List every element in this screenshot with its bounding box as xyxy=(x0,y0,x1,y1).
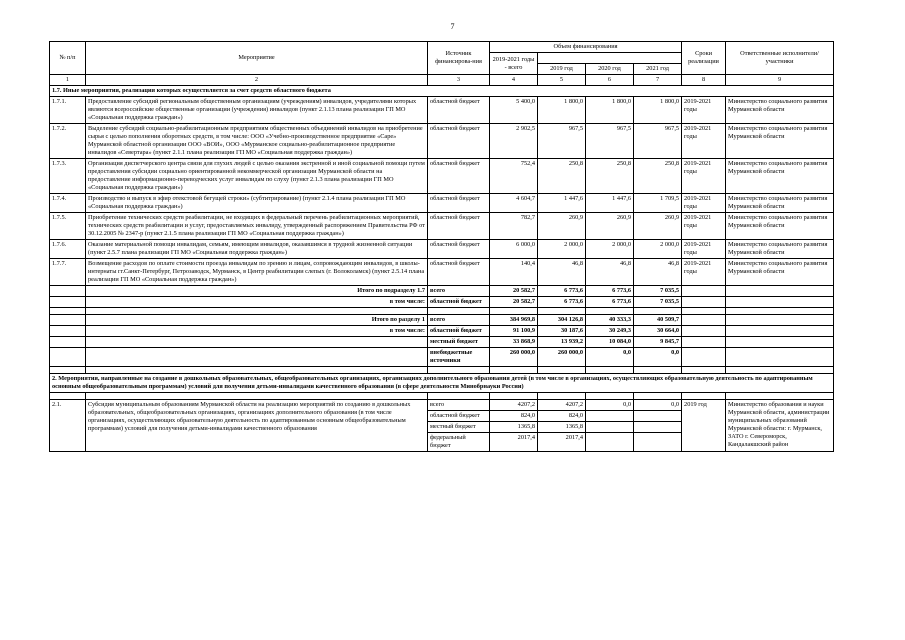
row-resp: Министерство социального развития Мурманской области xyxy=(726,213,834,240)
row-2020: 1 447,6 xyxy=(586,194,634,213)
subtotal-2021: 7 035,5 xyxy=(634,297,682,308)
row-resp: Министерство социального развития Мурманской области xyxy=(726,194,834,213)
total-2020: 30 249,3 xyxy=(586,326,634,337)
row-text: Приобретение технических средств реабилитации, не входящих в федеральный перечень реабилитационных мероприятий, технических средств реабилитации и услуг, предоставляемых инвалиду, утвержденный распоряжением Правительства РФ от 30.12.2005 № 2347-р (пункт 2.1.5 плана реализации ГП МО «Социальная поддержка граждан») xyxy=(86,213,428,240)
row-total: 4 604,7 xyxy=(490,194,538,213)
row-terms: 2019-2021 годы xyxy=(682,159,726,194)
header-2019: 2019 год xyxy=(538,64,586,75)
total-2019: 30 187,6 xyxy=(538,326,586,337)
table-row xyxy=(50,240,834,259)
total-src: областной бюджет xyxy=(428,326,490,337)
subtotal-src: областной бюджет xyxy=(428,297,490,308)
total-2020: 0,0 xyxy=(586,348,634,367)
row-2019: 1 447,6 xyxy=(538,194,586,213)
row-num: 1.7.2. xyxy=(50,124,86,159)
col-number: 4 xyxy=(490,75,538,86)
total-row xyxy=(50,348,834,367)
row-text: Выделение субсидий социально-реабилитационным предприятиям общественных объединений инвалидов на приобретение сырья с целью пополнения оборотных средств, в том числе: ООО «Учебно-производственное предприятие «Саре» Мурманской областной организации ООО «ВОИ», ООО «Мурманское социально-реабилитационное предприятие инвалидов «Севертара» (пункт 2.1.1 плана реализации ГП МО «Социальная поддержка граждан») xyxy=(86,124,428,159)
col-number: 9 xyxy=(726,75,834,86)
row-total: 2 902,5 xyxy=(490,124,538,159)
row-num: 2.1. xyxy=(50,400,86,452)
subtotal-2021: 7 035,5 xyxy=(634,286,682,297)
total-total: 91 100,9 xyxy=(490,326,538,337)
col-number: 7 xyxy=(634,75,682,86)
row-source: всего xyxy=(428,400,490,411)
section-title-1-7: 1.7. Иные мероприятия, реализация которых осуществляется за счет средств областного бюджета xyxy=(50,86,834,97)
total-total: 33 868,9 xyxy=(490,337,538,348)
row-num: 1.7.5. xyxy=(50,213,86,240)
row-source: областной бюджет xyxy=(428,411,490,422)
total-2019: 13 939,2 xyxy=(538,337,586,348)
table-row xyxy=(50,194,834,213)
row-source: областной бюджет xyxy=(428,240,490,259)
row-source: местный бюджет xyxy=(428,422,490,433)
row-total: 824,0 xyxy=(490,411,538,422)
row-source: областной бюджет xyxy=(428,124,490,159)
row-2021: 250,8 xyxy=(634,159,682,194)
total-2021: 40 509,7 xyxy=(634,315,682,326)
subtotal-total: 20 582,7 xyxy=(490,286,538,297)
row-total: 5 400,0 xyxy=(490,97,538,124)
row-total: 782,7 xyxy=(490,213,538,240)
row-resp: Министерство социального развития Мурманской области xyxy=(726,259,834,286)
row-total: 140,4 xyxy=(490,259,538,286)
row-2019: 4207,2 xyxy=(538,400,586,411)
row-total: 2017,4 xyxy=(490,433,538,452)
total-2019: 304 126,8 xyxy=(538,315,586,326)
row-terms: 2019-2021 годы xyxy=(682,259,726,286)
section-title-2: 2. Мероприятия, направленные на создание в дошкольных образовательных, общеобразовательных организациях, организациях дополнительного образования детей (в том числе в организациях, осуществляющих образовательную деятельность по адаптированным основным общеобразовательным программам) условий для получения детьми-инвалидами качественного образования (в сфере деятельности Минобрнауки России) xyxy=(50,374,834,393)
row-2020: 46,8 xyxy=(586,259,634,286)
row-2020: 0,0 xyxy=(586,400,634,411)
table-row xyxy=(50,97,834,124)
row-terms: 2019-2021 годы xyxy=(682,194,726,213)
row-total: 752,4 xyxy=(490,159,538,194)
col-number: 8 xyxy=(682,75,726,86)
row-num: 1.7.3. xyxy=(50,159,86,194)
row-num: 1.7.7. xyxy=(50,259,86,286)
row-2021: 967,5 xyxy=(634,124,682,159)
row-2019: 1 800,0 xyxy=(538,97,586,124)
row-num: 1.7.1. xyxy=(50,97,86,124)
header-event: Мероприятие xyxy=(86,42,428,75)
total-src: внебюджетные источники xyxy=(428,348,490,367)
subtotal-2019: 6 773,6 xyxy=(538,286,586,297)
row-2020: 2 000,0 xyxy=(586,240,634,259)
total-total: 384 969,8 xyxy=(490,315,538,326)
row-resp: Министерство социального развития Мурманской области xyxy=(726,159,834,194)
total-row xyxy=(50,315,834,326)
row-text: Производство и выпуск в эфир отекстовой бегущей строки» (субтитрирование) (пункт 2.1.4 плана реализации ГП МО «Социальная поддержка граждан») xyxy=(86,194,428,213)
row-2021: 0,0 xyxy=(634,400,682,411)
header-years-blank xyxy=(538,53,682,64)
row-resp: Министерство социального развития Мурманской области xyxy=(726,240,834,259)
row-2020: 260,9 xyxy=(586,213,634,240)
row-2021: 46,8 xyxy=(634,259,682,286)
total-2021: 9 845,7 xyxy=(634,337,682,348)
col-number: 5 xyxy=(538,75,586,86)
header-2021: 2021 год xyxy=(634,64,682,75)
table-row xyxy=(50,259,834,286)
subtotal-row xyxy=(50,286,834,297)
row-terms: 2019-2021 годы xyxy=(682,97,726,124)
total-2021: 0,0 xyxy=(634,348,682,367)
row-2020: 967,5 xyxy=(586,124,634,159)
row-2019: 967,5 xyxy=(538,124,586,159)
table-row xyxy=(50,124,834,159)
row-source: областной бюджет xyxy=(428,213,490,240)
col-number: 3 xyxy=(428,75,490,86)
subtotal-src: всего xyxy=(428,286,490,297)
col-number: 2 xyxy=(86,75,428,86)
row-2019: 2 000,0 xyxy=(538,240,586,259)
row-total: 4207,2 xyxy=(490,400,538,411)
header-source: Источник финансирова-ния xyxy=(428,42,490,75)
row-source: областной бюджет xyxy=(428,259,490,286)
header-num: № п/п xyxy=(50,42,86,75)
row-2020: 1 800,0 xyxy=(586,97,634,124)
row-source: областной бюджет xyxy=(428,97,490,124)
row-resp: Министерство социального развития Мурманской области xyxy=(726,124,834,159)
total-total: 260 000,0 xyxy=(490,348,538,367)
header-responsible: Ответственные исполнители/участники xyxy=(726,42,834,75)
subtotal-2020: 6 773,6 xyxy=(586,286,634,297)
row-2019: 1365,8 xyxy=(538,422,586,433)
row-2019: 824,0 xyxy=(538,411,586,422)
row-terms: 2019-2021 годы xyxy=(682,240,726,259)
row-resp: Министерство социального развития Мурманской области xyxy=(726,97,834,124)
col-number: 1 xyxy=(50,75,86,86)
total-src: местный бюджет xyxy=(428,337,490,348)
row-text: Субсидия муниципальным образованиям Мурманской области на реализацию мероприятий по созданию в дошкольных образовательных, общеобразовательных организациях, организациях дополнительного образования (в том числе организациях, осуществляющих образовательную деятельность по адаптированным основным общеобразовательным программам) условий для получения детьми-инвалидами качественного образования xyxy=(86,400,428,452)
row-2021: 1 800,0 xyxy=(634,97,682,124)
total-incl: в том числе: xyxy=(86,326,428,337)
row-2019: 250,8 xyxy=(538,159,586,194)
row-text: Предоставление субсидий региональным общественным организациям (учреждениям) инвалидов, учредителями которых являются всероссийские общественные организации (учреждения) инвалидов (пункт 2.1.13 плана реализации ГП МО «Социальная поддержка граждан») xyxy=(86,97,428,124)
row-2021: 2 000,0 xyxy=(634,240,682,259)
row-2019: 260,9 xyxy=(538,213,586,240)
subtotal-incl: в том числе: xyxy=(86,297,428,308)
row-2019: 46,8 xyxy=(538,259,586,286)
col-number: 6 xyxy=(586,75,634,86)
row-terms: 2019 год xyxy=(682,400,726,452)
row-2019: 2017,4 xyxy=(538,433,586,452)
total-label: Итого по разделу 1 xyxy=(86,315,428,326)
subtotal-2020: 6 773,6 xyxy=(586,297,634,308)
row-2020 xyxy=(586,433,634,452)
total-2020: 40 333,3 xyxy=(586,315,634,326)
header-terms: Сроки реализации xyxy=(682,42,726,75)
total-2021: 30 664,0 xyxy=(634,326,682,337)
subtotal-total: 20 582,7 xyxy=(490,297,538,308)
row-source: областной бюджет xyxy=(428,159,490,194)
row-text: Оказание материальной помощи инвалидам, семьям, имеющим инвалидов, оказавшимся в трудной жизненной ситуации (пункт 2.5.7 плана реализации ГП МО «Социальная поддержка граждан») xyxy=(86,240,428,259)
row-text: Возмещение расходов по оплате стоимости проезда инвалидам по зрению и лицам, сопровождающим инвалидов, в школы-интернаты гг.Санкт-Петербург, Петрозаводск, Мурманск, в Центр реабилитации слепых (г. Волоколамск) (пункт 2.5.14 плана реализации ГП МО «Социальная поддержка граждан») xyxy=(86,259,428,286)
subtotal-2019: 6 773,6 xyxy=(538,297,586,308)
row-total: 1365,8 xyxy=(490,422,538,433)
row-terms: 2019-2021 годы xyxy=(682,213,726,240)
subtotal-label: Итого по подразделу 1.7 xyxy=(86,286,428,297)
total-2019: 260 000,0 xyxy=(538,348,586,367)
row-2021: 260,9 xyxy=(634,213,682,240)
row-resp: Министерство образования и науки Мурманской области, администрации муниципальных образований Мурманской области: г. Мурманск, ЗАТО г. Североморск, Кандалакшский район xyxy=(726,400,834,452)
row-2021 xyxy=(634,422,682,433)
row-2021 xyxy=(634,433,682,452)
row-total: 6 000,0 xyxy=(490,240,538,259)
subtotal-row xyxy=(50,297,834,308)
row-2020 xyxy=(586,422,634,433)
table-row xyxy=(50,400,834,411)
total-row xyxy=(50,326,834,337)
header-total-period: 2019-2021 годы - всего xyxy=(490,53,538,75)
row-2020 xyxy=(586,411,634,422)
row-2020: 250,8 xyxy=(586,159,634,194)
row-terms: 2019-2021 годы xyxy=(682,124,726,159)
row-2021: 1 709,5 xyxy=(634,194,682,213)
row-text: Организация диспетчерского центра связи для глухих людей с целью оказания экстренной и иной социальной помощи путем предоставления субсидии социально ориентированной некоммерческой организации Мурманской области на предоставление информационно-переводческих услуг инвалидам по слуху (пункт 2.1.3 плана реализации ГП МО «Социальная поддержка граждан») xyxy=(86,159,428,194)
table-row xyxy=(50,213,834,240)
row-num: 1.7.6. xyxy=(50,240,86,259)
total-src: всего xyxy=(428,315,490,326)
total-2020: 10 084,0 xyxy=(586,337,634,348)
row-num: 1.7.4. xyxy=(50,194,86,213)
page-number: 7 xyxy=(450,22,455,31)
row-source: федеральный бюджет xyxy=(428,433,490,452)
row-2021 xyxy=(634,411,682,422)
header-financing: Объем финансирования xyxy=(490,42,682,53)
total-row xyxy=(50,337,834,348)
table-row xyxy=(50,159,834,194)
header-2020: 2020 год xyxy=(586,64,634,75)
row-source: областной бюджет xyxy=(428,194,490,213)
financing-table xyxy=(49,41,834,452)
